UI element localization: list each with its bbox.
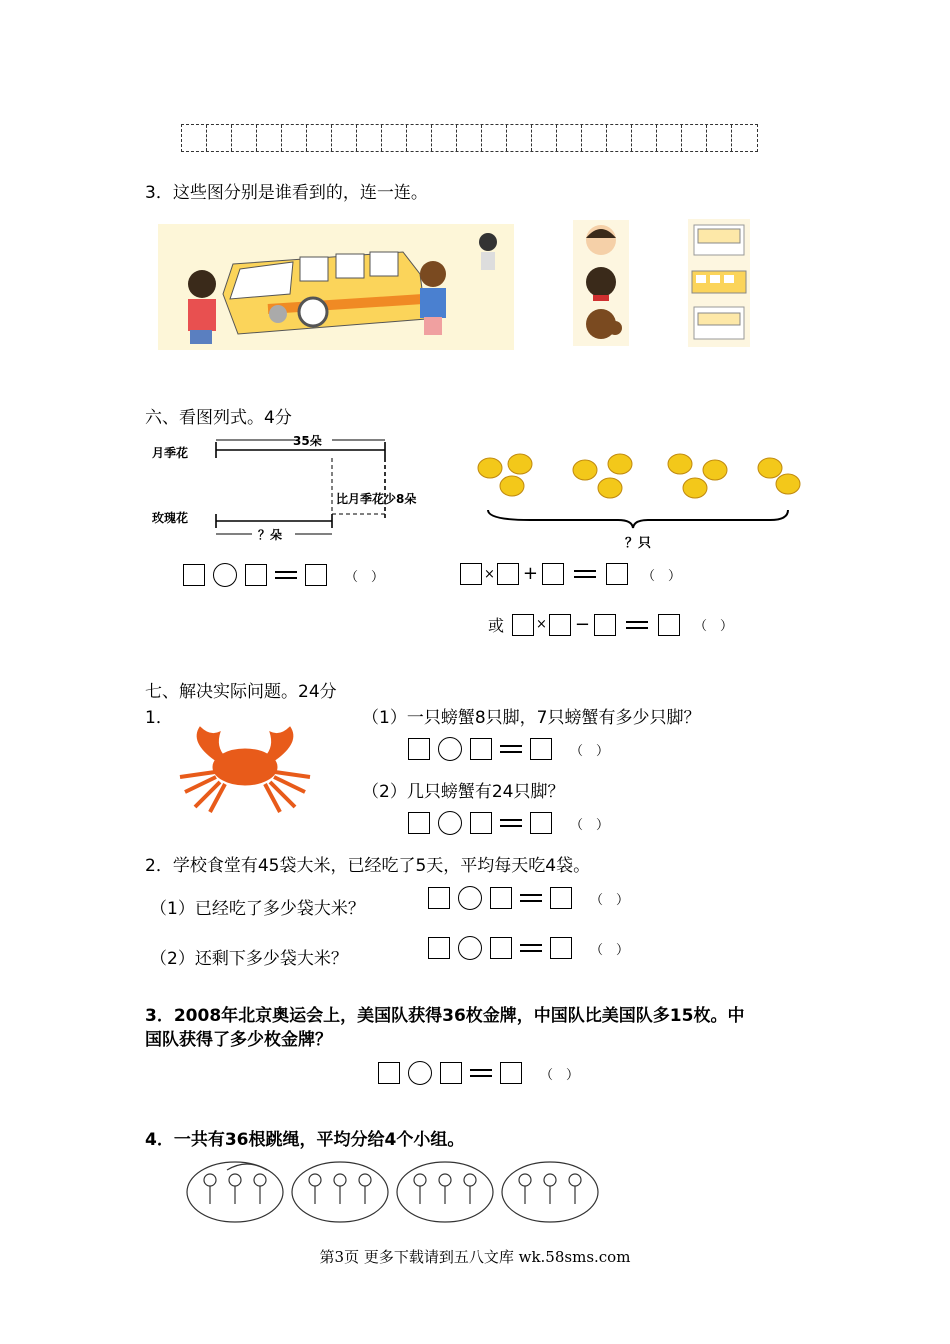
q4-text: 4．一共有36根跳绳，平均分给4个小组。: [145, 1130, 465, 1150]
answer-box[interactable]: [549, 614, 571, 636]
answer-box[interactable]: [512, 614, 534, 636]
equation-crab-a: [408, 737, 609, 761]
answer-box[interactable]: [470, 738, 492, 760]
q3-olympics-line1: 3．2008年北京奥运会上，美国队获得36枚金牌，中国队比美国队多15枚。中: [145, 1006, 745, 1026]
answer-box[interactable]: [428, 887, 450, 909]
answer-box[interactable]: [594, 614, 616, 636]
q3-title: 3．这些图分别是谁看到的，连一连。: [145, 183, 428, 203]
operator-circle[interactable]: [408, 1061, 432, 1085]
equals-sign: [500, 815, 522, 831]
answer-box[interactable]: [460, 563, 482, 585]
equals-sign: [275, 567, 297, 583]
operator-circle[interactable]: [458, 936, 482, 960]
flower-diagram: [150, 430, 450, 545]
answer-box[interactable]: [470, 812, 492, 834]
equation-flowers: [183, 563, 384, 587]
unit-paren[interactable]: （ ）: [570, 817, 610, 833]
answer-box[interactable]: [500, 1062, 522, 1084]
plus-sign: +: [522, 563, 538, 584]
page-footer: 第3页 更多下载请到五八文库 wk.58sms.com: [319, 1248, 631, 1266]
times-sign: ×: [484, 566, 495, 582]
unit-paren[interactable]: （ ）: [590, 892, 630, 908]
answer-box[interactable]: [408, 738, 430, 760]
minus-sign: −: [574, 613, 591, 635]
heads-illustration: [573, 220, 629, 346]
label-yueji: 月季花: [152, 446, 189, 460]
q2-part-b: （2）还剩下多少袋大米？: [150, 949, 348, 969]
unit-paren[interactable]: （ ）: [345, 569, 385, 585]
writing-grid: [181, 124, 758, 152]
bus-scene-illustration: [158, 224, 514, 350]
answer-box[interactable]: [428, 937, 450, 959]
q1-part-b: （2）几只螃蟹有24只脚？: [362, 782, 565, 802]
equation-olympics: [378, 1061, 579, 1085]
equation-chicks-2: [488, 613, 733, 636]
answer-box[interactable]: [550, 937, 572, 959]
equals-sign: [500, 741, 522, 757]
operator-circle[interactable]: [213, 563, 237, 587]
answer-box[interactable]: [542, 563, 564, 585]
answer-box[interactable]: [606, 563, 628, 585]
answer-box[interactable]: [530, 738, 552, 760]
answer-box[interactable]: [497, 563, 519, 585]
equals-sign: [520, 890, 542, 906]
equation-chicks-1: [460, 563, 681, 585]
answer-box[interactable]: [490, 887, 512, 909]
operator-circle[interactable]: [458, 886, 482, 910]
label-35: 35朵: [293, 434, 322, 448]
crab-illustration: [170, 722, 320, 817]
answer-box[interactable]: [378, 1062, 400, 1084]
section6-title: 六、看图列式。4分: [145, 408, 292, 428]
label-meigui: 玫瑰花: [152, 511, 189, 525]
answer-box[interactable]: [530, 812, 552, 834]
q1-number: 1．: [145, 708, 173, 728]
times-sign: ×: [536, 617, 547, 632]
unit-paren[interactable]: （ ）: [642, 568, 682, 584]
q2-text: 2．学校食堂有45袋大米，已经吃了5天，平均每天吃4袋。: [145, 856, 591, 876]
equation-crab-b: [408, 811, 609, 835]
operator-circle[interactable]: [438, 737, 462, 761]
unit-paren[interactable]: （ ）: [590, 942, 630, 958]
equals-sign: [520, 940, 542, 956]
answer-box[interactable]: [490, 937, 512, 959]
bus-views-illustration: [688, 219, 750, 347]
q3-olympics-line2: 国队获得了多少枚金牌？: [145, 1030, 332, 1050]
equals-sign: [574, 566, 596, 582]
answer-box[interactable]: [245, 564, 267, 586]
answer-box[interactable]: [550, 887, 572, 909]
label-chicks-total: ？只: [625, 536, 652, 551]
section7-title: 七、解决实际问题。24分: [145, 682, 337, 702]
equals-sign: [626, 617, 648, 633]
unit-paren[interactable]: （ ）: [570, 743, 610, 759]
unit-paren[interactable]: （ ）: [540, 1067, 580, 1083]
answer-box[interactable]: [658, 614, 680, 636]
answer-box[interactable]: [183, 564, 205, 586]
label-less-8: 比月季花少8朵: [336, 492, 417, 506]
equation-rice-a: [428, 886, 629, 910]
q1-part-a: （1）一只螃蟹8只脚，7只螃蟹有多少只脚？: [362, 708, 701, 728]
operator-circle[interactable]: [438, 811, 462, 835]
or-label: 或: [488, 616, 505, 635]
label-question-flowers: ？朵: [258, 528, 283, 542]
unit-paren[interactable]: （ ）: [694, 619, 734, 634]
answer-box[interactable]: [408, 812, 430, 834]
jump-rope-groups-illustration: [185, 1160, 605, 1224]
q2-part-a: （1）已经吃了多少袋大米？: [150, 899, 365, 919]
equals-sign: [470, 1065, 492, 1081]
answer-box[interactable]: [305, 564, 327, 586]
answer-box[interactable]: [440, 1062, 462, 1084]
equation-rice-b: [428, 936, 629, 960]
